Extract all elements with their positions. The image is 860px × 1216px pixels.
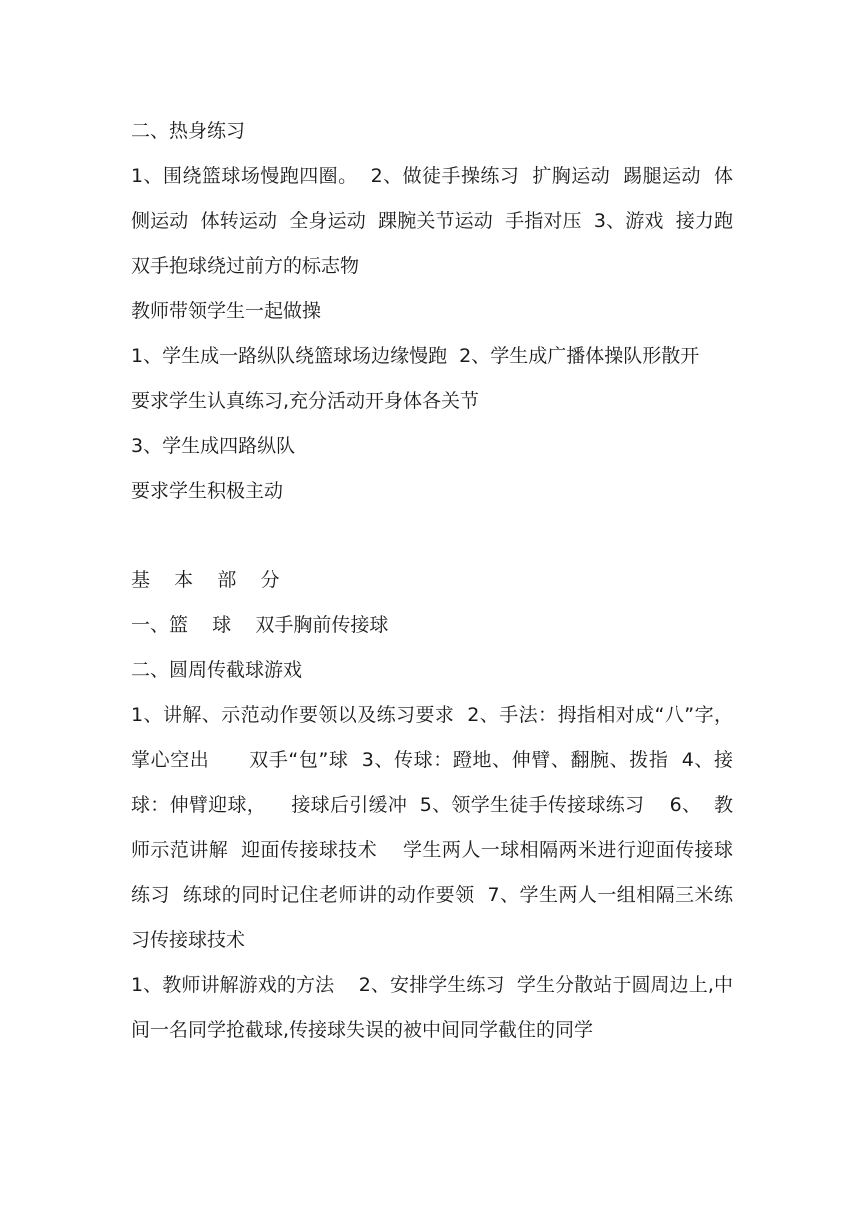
section-heading-basic-part: 基 本 部 分: [131, 569, 280, 591]
section-heading-warmup: 二、热身练习: [131, 120, 246, 142]
student-formation-paragraph: 1、学生成一路纵队绕篮球场边缘慢跑 2、学生成广播体操队形散开: [131, 345, 700, 367]
document-page: [131, 109, 733, 1053]
game-method-paragraph: 1、教师讲解游戏的方法 2、安排学生练习 学生分散站于圆周边上,中间一名同学抢截球,传接球失误的被中间同学截住的同学: [131, 974, 733, 1041]
requirement-paragraph-1: 要求学生认真练习,充分活动开身体各关节: [131, 390, 480, 412]
four-column-paragraph: 3、学生成四路纵队: [131, 435, 296, 457]
passing-technique-paragraph: 1、讲解、示范动作要领以及练习要求 2、手法：拇指相对成“八”字，掌心空出 双手“包”球 3、传球：蹬地、伸臂、翻腕、拨指 4、接球：伸臂迎球， 接球后引缓冲 5、领学生徒手传接球练习 6、 教师示范讲解 迎面传接球技术 学生两人一球相隔两米进行迎面传接球练习 练球的同时记住老师讲的动作要领 7、学生两人一组相隔三米练习传接球技术: [131, 704, 733, 951]
requirement-paragraph-2: 要求学生积极主动: [131, 480, 284, 502]
teacher-lead-paragraph: 教师带领学生一起做操: [131, 300, 322, 322]
game-topic-heading: 二、圆周传截球游戏: [131, 659, 303, 681]
basketball-topic-heading: 一、篮 球 双手胸前传接球: [131, 614, 389, 636]
section-spacer: [131, 514, 733, 558]
warmup-activities-paragraph: 1、围绕篮球场慢跑四圈。 2、做徒手操练习 扩胸运动 踢腿运动 体侧运动 体转运动 全身运动 踝腕关节运动 手指对压 3、游戏 接力跑双手抱球绕过前方的标志物: [131, 165, 733, 277]
